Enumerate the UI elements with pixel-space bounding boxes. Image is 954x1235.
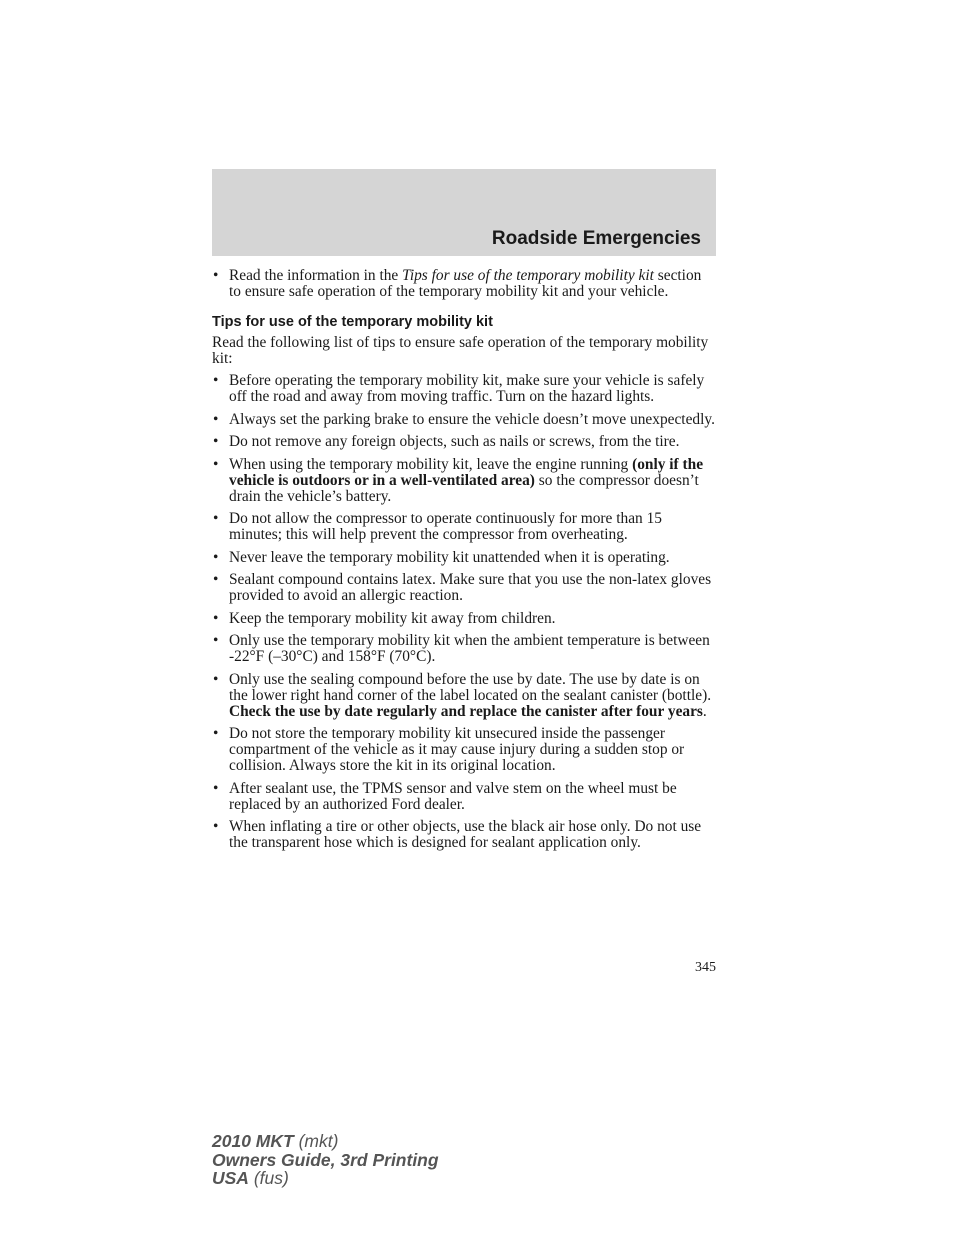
list-item: • Before operating the temporary mobility kit, make sure your vehicle is safely off the road and away from moving traffic. Turn on the hazard lights. — [212, 373, 716, 405]
footer-guide-line — [212, 1151, 439, 1170]
list-item — [212, 672, 716, 720]
list-item: • When inflating a tire or other objects, use the black air hose only. Do not use the transparent hose which is designed for sealant application only. — [212, 819, 716, 851]
footer-model-code: (mkt) — [293, 1131, 339, 1151]
footer-market: USA — [212, 1168, 249, 1188]
list-item — [212, 268, 716, 300]
bullet-text: When using the temporary mobility kit, leave the engine running — [229, 455, 633, 473]
list-item: • Never leave the temporary mobility kit unattended when it is operating. — [212, 550, 716, 566]
bullet-text: section to ensure safe operation of the temporary mobility kit and your vehicle. — [229, 267, 702, 300]
page-content — [212, 268, 716, 858]
intro-bullet-list — [212, 268, 716, 300]
footer-market-line — [212, 1169, 439, 1188]
bullet-text: Read the information in the — [229, 267, 403, 284]
bullet-text: . — [702, 702, 707, 720]
section-title: Roadside Emergencies — [491, 228, 701, 249]
list-item: • Do not remove any foreign objects, such as nails or screws, from the tire. — [212, 434, 716, 450]
subsection-heading: Tips for use of the temporary mobility kit — [212, 314, 493, 330]
bullet-text: Only use the sealing compound before the use by date. The use by date is on the lower right hand corner of the label located on the sealant canister (bottle). — [229, 670, 712, 704]
section-reference: Tips for use of the temporary mobility kit — [402, 267, 654, 284]
list-item: • After sealant use, the TPMS sensor and valve stem on the wheel must be replaced by an authorized Ford dealer. — [212, 781, 716, 813]
page-number: 345 — [695, 960, 716, 975]
list-item: • Do not allow the compressor to operate continuously for more than 15 minutes; this will help prevent the compressor from overheating. — [212, 511, 716, 543]
bold-warning: (only if the vehicle is outdoors or in a well-ventilated area) — [229, 455, 704, 489]
document-footer — [212, 1132, 439, 1188]
footer-market-code: (fus) — [248, 1168, 289, 1188]
list-item: • Sealant compound contains latex. Make sure that you use the non-latex gloves provided to avoid an allergic reaction. — [212, 572, 716, 604]
footer-guide: Owners Guide, 3rd Printing — [212, 1149, 439, 1170]
bold-warning: Check the use by date regularly and replace the canister after four years — [229, 702, 703, 720]
footer-model-line — [212, 1132, 439, 1151]
footer-model: 2010 MKT — [212, 1131, 294, 1151]
list-item: • Always set the parking brake to ensure the vehicle doesn’t move unexpectedly. — [212, 412, 716, 428]
list-item — [212, 457, 716, 505]
section-header-band — [212, 169, 716, 256]
list-item: • Do not store the temporary mobility kit unsecured inside the passenger compartment of the vehicle as it may cause injury during a sudden stop or collision. Always store the kit in its original location. — [212, 726, 716, 774]
list-item: • Keep the temporary mobility kit away from children. — [212, 611, 716, 627]
list-item: • Only use the temporary mobility kit when the ambient temperature is between -22°F (–30°C) and 158°F (70°C). — [212, 633, 716, 665]
bullet-text: so the compressor doesn’t drain the vehicle’s battery. — [229, 471, 699, 505]
tips-bullet-list — [212, 373, 716, 851]
subsection-intro: Read the following list of tips to ensure safe operation of the temporary mobility kit: — [212, 334, 709, 367]
